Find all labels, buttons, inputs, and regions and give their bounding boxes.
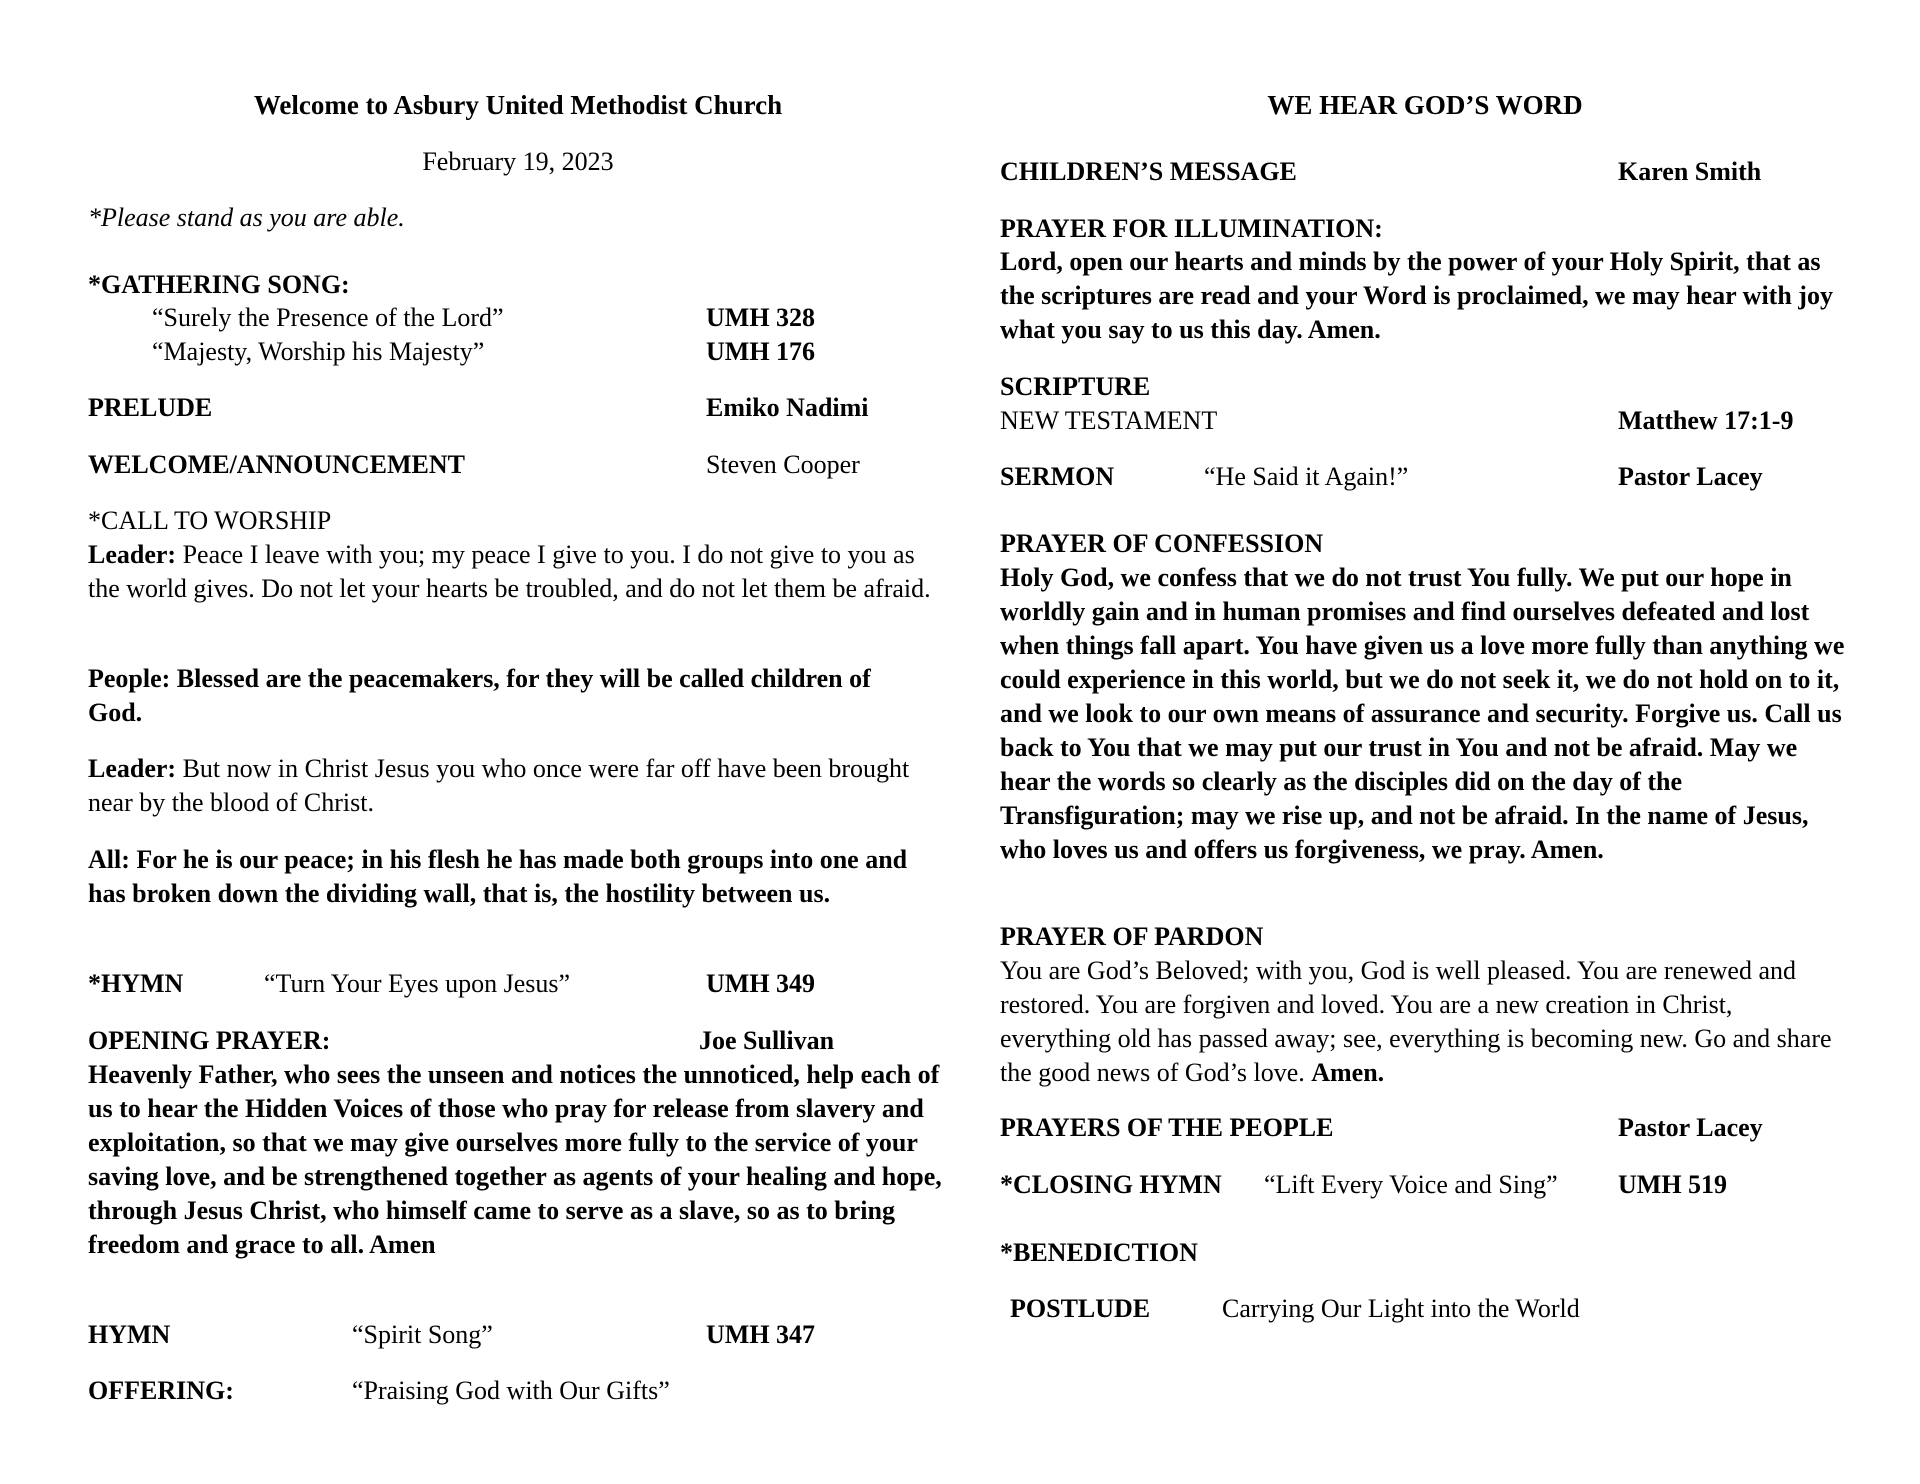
closing-hymn-label: *CLOSING HYMN bbox=[1000, 1170, 1222, 1199]
call-to-worship-heading: *CALL TO WORSHIP bbox=[88, 506, 332, 535]
welcome-title: Welcome to Asbury United Methodist Church bbox=[253, 90, 783, 120]
leader-1 bbox=[88, 538, 948, 606]
prelude-label: PRELUDE bbox=[88, 393, 213, 422]
gathering-song-2-ref: UMH 176 bbox=[706, 337, 816, 366]
opening-prayer-person: Joe Sullivan bbox=[699, 1026, 835, 1055]
opening-prayer-label: OPENING PRAYER: bbox=[88, 1026, 331, 1055]
all-response: All: For he is our peace; in his flesh he has made both groups into one and has broken down the dividing wall, that is, the hostility between us. bbox=[88, 845, 908, 908]
gathering-heading: *GATHERING SONG: bbox=[88, 270, 350, 299]
word-title: WE HEAR GOD’S WORD bbox=[1267, 90, 1583, 120]
leader-1-text: Peace I leave with you; my peace I give to you. I do not give to you as the world gives. Do not let your hearts be troubled, and do not let them be afraid. bbox=[88, 540, 931, 603]
hymn-2-ref: UMH 347 bbox=[706, 1320, 816, 1349]
postlude-title: Carrying Our Light into the World bbox=[1222, 1294, 1580, 1323]
leader-2-text: But now in Christ Jesus you who once were far off have been brought near by the blood of Christ. bbox=[88, 754, 910, 817]
sermon-label: SERMON bbox=[1000, 462, 1115, 491]
offering-label: OFFERING: bbox=[88, 1376, 234, 1405]
people-response: People: Blessed are the peacemakers, for they will be called children of God. bbox=[88, 664, 871, 727]
hymn-2-label: HYMN bbox=[88, 1320, 171, 1349]
service-date: February 19, 2023 bbox=[422, 147, 614, 176]
pardon-body bbox=[1000, 954, 1850, 1090]
prayers-people-person: Pastor Lacey bbox=[1618, 1113, 1763, 1142]
hymn-1-ref: UMH 349 bbox=[706, 969, 816, 998]
scripture-ref: Matthew 17:1-9 bbox=[1618, 406, 1794, 435]
hymn-2-title: “Spirit Song” bbox=[352, 1320, 493, 1349]
hymn-1-label: *HYMN bbox=[88, 969, 184, 998]
stand-note: *Please stand as you are able. bbox=[88, 203, 405, 232]
leader-2 bbox=[88, 752, 948, 820]
closing-hymn-title: “Lift Every Voice and Sing” bbox=[1264, 1170, 1558, 1199]
welcome-person: Steven Cooper bbox=[706, 450, 860, 479]
childrens-person: Karen Smith bbox=[1618, 157, 1762, 186]
scripture-label: NEW TESTAMENT bbox=[1000, 406, 1218, 435]
pardon-heading: PRAYER OF PARDON bbox=[1000, 922, 1264, 951]
illumination-heading: PRAYER FOR ILLUMINATION: bbox=[1000, 214, 1383, 243]
sermon-title: “He Said it Again!” bbox=[1204, 462, 1409, 491]
hymn-1-title: “Turn Your Eyes upon Jesus” bbox=[264, 969, 571, 998]
welcome-label: WELCOME/ANNOUNCEMENT bbox=[88, 450, 466, 479]
confession-text: Holy God, we confess that we do not trust You fully. We put our hope in worldly gain and in human promises and find ourselves defeated and lost when things fall apart. You have given us a love more fully than anything we could experience in this world, but we do not seek it, we do not hold on to it, and we look to our own means of assurance and security. Forgive us. Call us back to You that we may put our trust in You and not be afraid. May we hear the words so clearly as the disciples did on the day of the Transfiguration; may we rise up, and not be afraid. In the name of Jesus, who loves us and offers us forgiveness, we pray. Amen. bbox=[1000, 563, 1845, 864]
pardon-amen: Amen. bbox=[1311, 1058, 1385, 1087]
postlude-label: POSTLUDE bbox=[1010, 1294, 1151, 1323]
gathering-song-1-ref: UMH 328 bbox=[706, 303, 816, 332]
gathering-song-2-title: “Majesty, Worship his Majesty” bbox=[152, 337, 485, 366]
gathering-song-1-title: “Surely the Presence of the Lord” bbox=[152, 303, 504, 332]
prayers-people-label: PRAYERS OF THE PEOPLE bbox=[1000, 1113, 1334, 1142]
prelude-person: Emiko Nadimi bbox=[706, 393, 869, 422]
sermon-person: Pastor Lacey bbox=[1618, 462, 1763, 491]
offering-title: “Praising God with Our Gifts” bbox=[352, 1376, 670, 1405]
benediction-label: *BENEDICTION bbox=[1000, 1238, 1198, 1267]
childrens-label: CHILDREN’S MESSAGE bbox=[1000, 157, 1297, 186]
illumination-text: Lord, open our hearts and minds by the power of your Holy Spirit, that as the scriptures are read and your Word is proclaimed, we may hear with joy what you say to us this day. Amen. bbox=[1000, 247, 1833, 344]
leader-2-label: Leader: bbox=[88, 754, 177, 783]
opening-prayer-text: Heavenly Father, who sees the unseen and notices the unnoticed, help each of us to hear the Hidden Voices of those who pray for release from slavery and exploitation, so that we may give ourselves more fully to the service of your saving love, and be strengthened together as agents of your healing and hope, through Jesus Christ, who himself came to serve as a slave, so as to bring freedom and grace to all. Amen bbox=[88, 1060, 942, 1259]
pardon-text: You are God’s Beloved; with you, God is well pleased. You are renewed and restored. You are forgiven and loved. You are a new creation in Christ, everything old has passed away; see, everything is becoming new. Go and share the good news of God’s love. bbox=[1000, 956, 1832, 1087]
closing-hymn-ref: UMH 519 bbox=[1618, 1170, 1728, 1199]
scripture-heading: SCRIPTURE bbox=[1000, 372, 1151, 401]
leader-1-label: Leader: bbox=[88, 540, 177, 569]
confession-heading: PRAYER OF CONFESSION bbox=[1000, 529, 1324, 558]
